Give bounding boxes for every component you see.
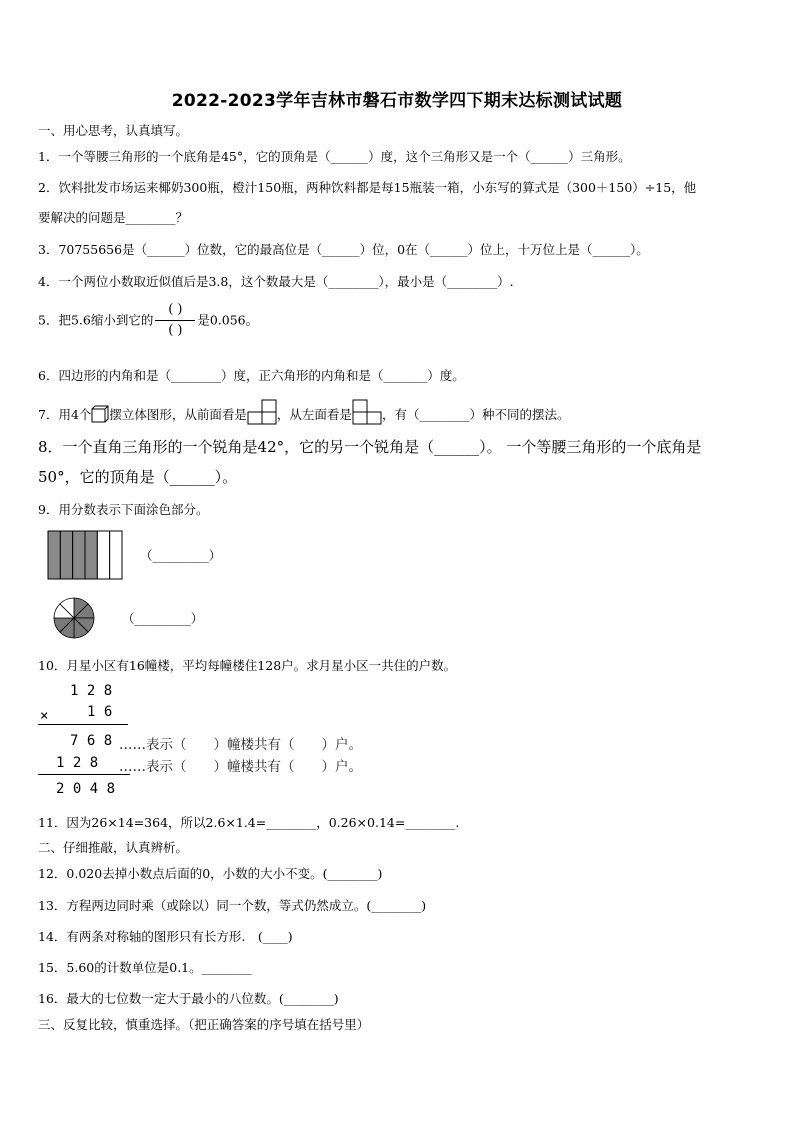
question-7 bbox=[38, 399, 569, 426]
question-16: 16．最大的七位数一定大于最小的八位数。(________) bbox=[38, 991, 339, 1006]
front-view-icon bbox=[247, 399, 277, 425]
question-7-part-d: ，有（________）种不同的摆法。 bbox=[381, 407, 570, 422]
section-1-heading: 一、用心思考，认真填写。 bbox=[38, 123, 189, 138]
cube-icon bbox=[91, 405, 109, 423]
question-8-line-1: 8．一个直角三角形的一个锐角是42°，它的另一个锐角是（______）。 一个等腰三角形的一个底角是 bbox=[38, 438, 702, 456]
rect-column bbox=[97, 531, 109, 579]
question-7-part-b: 摆立体图形，从前面看是 bbox=[109, 407, 247, 422]
question-11: 11．因为26×14=364，所以2.6×1.4=________，0.26×0.14=________. bbox=[38, 815, 460, 830]
question-12: 12．0.020去掉小数点后面的0，小数的大小不变。(________) bbox=[38, 866, 383, 881]
mult-result: 2 0 4 8 bbox=[56, 781, 116, 797]
question-2-line-2: 要解决的问题是________？ bbox=[38, 210, 189, 225]
question-2-line-1: 2．饮料批发市场运来椰奶300瓶，橙汁150瓶，两种饮料都是每15瓶装一箱，小东写的算式是（300＋150）÷15，他 bbox=[38, 180, 697, 195]
question-13: 13．方程两边同时乘（或除以）同一个数，等式仍然成立。(________) bbox=[38, 898, 427, 913]
question-4: 4．一个两位小数取近似值后是3.8，这个数最大是（________），最小是（________）. bbox=[38, 274, 514, 289]
left-view-icon bbox=[352, 399, 382, 425]
mult-partial-1: 7 6 8 bbox=[70, 733, 113, 749]
question-5 bbox=[38, 302, 258, 339]
mult-partial-1-text: ……表示（ ）幢楼共有（ ）户。 bbox=[119, 737, 362, 753]
mult-partial-2: 1 2 8 bbox=[56, 755, 99, 771]
question-7-part-a: 7．用4个 bbox=[38, 407, 92, 422]
mult-multiplier: 1 6 bbox=[87, 704, 113, 720]
rect-column bbox=[60, 531, 72, 579]
question-3: 3．70755656是（______）位数，它的最高位是（______）位，0在（______）位上，十万位上是（______）。 bbox=[38, 242, 649, 257]
question-15: 15．5.60的计数单位是0.1。________ bbox=[38, 960, 252, 975]
rect-column bbox=[48, 531, 60, 579]
mult-line-1 bbox=[38, 724, 128, 725]
rect-column bbox=[110, 531, 122, 579]
question-10: 10．月星小区有16幢楼，平均每幢楼住128户。求月星小区一共住的户数。 bbox=[38, 658, 457, 673]
page-title: 2022-2023学年吉林市磐石市数学四下期末达标测试试题 bbox=[171, 91, 623, 111]
mult-line-2 bbox=[38, 774, 130, 775]
question-14: 14．有两条对称轴的图形只有长方形. (____) bbox=[38, 929, 293, 944]
section-3-heading: 三、反复比较，慎重选择。（把正确答案的序号填在括号里） bbox=[38, 1017, 370, 1032]
question-9: 9．用分数表示下面涂色部分。 bbox=[38, 502, 209, 517]
fraction-numerator: ( ) bbox=[168, 302, 183, 317]
section-2-heading: 二、仔细推敲，认真辨析。 bbox=[38, 840, 189, 855]
question-5-fraction bbox=[155, 302, 195, 339]
question-8-line-2: 50°，它的顶角是（______）。 bbox=[38, 468, 238, 486]
question-5-prefix: 5．把5.6缩小到它的 bbox=[38, 312, 154, 328]
mult-partial-2-text: ……表示（ ）幢楼共有（ ）户。 bbox=[119, 759, 362, 775]
question-6: 6．四边形的内角和是（________）度，正六角形的内角和是（_______）度。 bbox=[38, 368, 465, 383]
shaded-rectangle-figure bbox=[46, 529, 124, 581]
mult-times-sign: × bbox=[40, 708, 49, 724]
fraction-denominator: ( ) bbox=[168, 323, 183, 338]
mult-multiplicand: 1 2 8 bbox=[70, 683, 113, 699]
question-9-blank-1: （_________） bbox=[140, 548, 222, 563]
question-5-suffix: 是0.056。 bbox=[197, 312, 259, 328]
shaded-circle-figure bbox=[52, 596, 96, 640]
question-1: 1．一个等腰三角形的一个底角是45°，它的顶角是（______）度，这个三角形又是一个（______）三角形。 bbox=[38, 149, 631, 164]
rect-column bbox=[73, 531, 85, 579]
rect-column bbox=[85, 531, 97, 579]
question-9-blank-2: （_________） bbox=[122, 611, 204, 626]
question-7-part-c: ，从左面看是 bbox=[276, 407, 352, 422]
